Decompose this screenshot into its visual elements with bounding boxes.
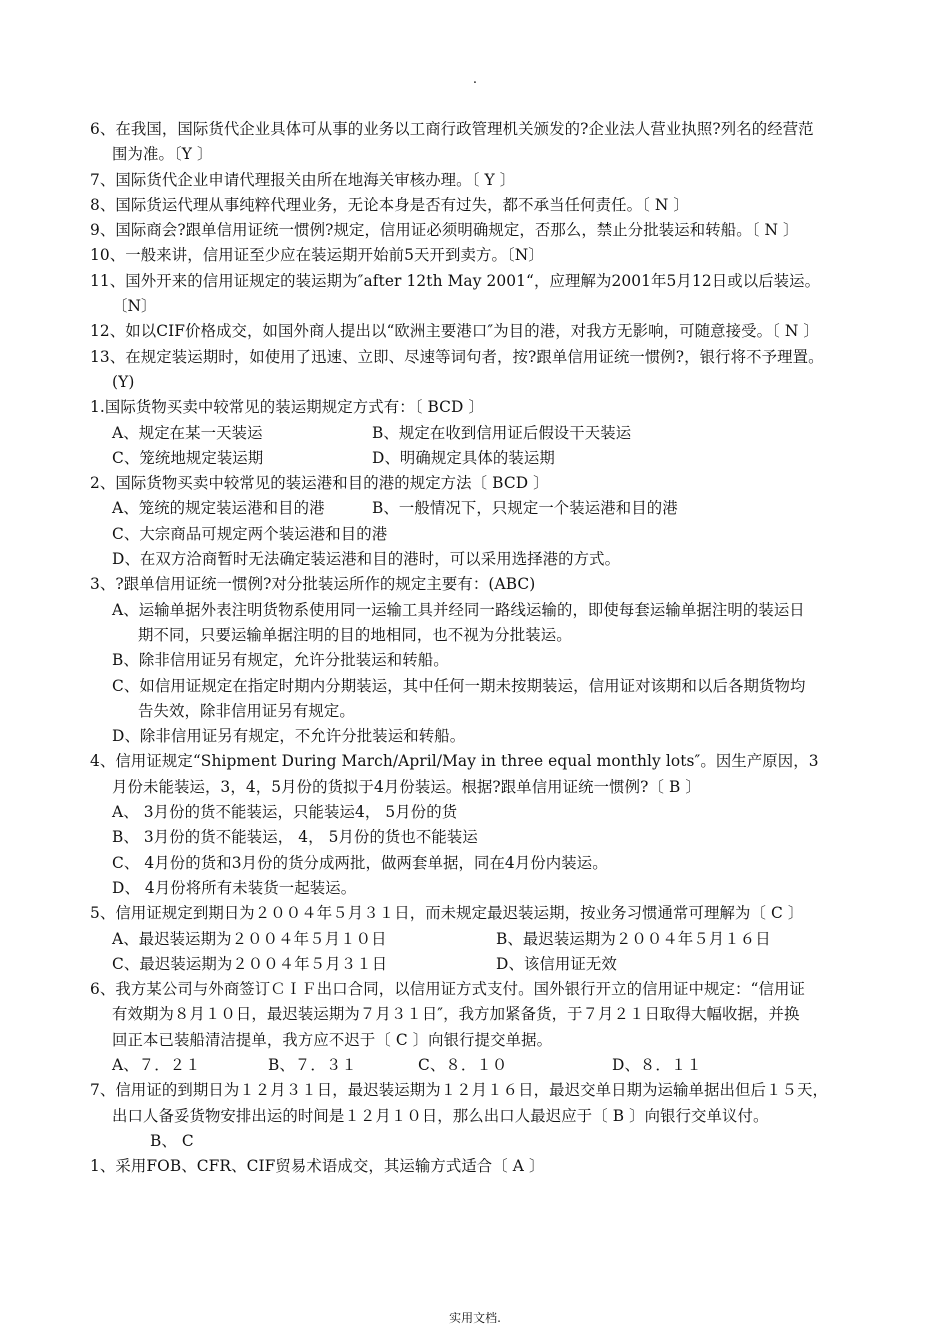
- tf-item-6: 6、在我国，国际货代企业具体可从事的业务以工商行政管理机关颁发的?企业法人营业执照?列名的经营范: [90, 120, 814, 138]
- mc-question-5-options-ab: [90, 927, 870, 952]
- option-b: B、除非信用证另有规定，允许分批装运和转船。: [112, 651, 449, 670]
- mc-question-4: 4、信用证规定“Shipment During March/April/May in three equal monthly lots″。因生产原因，3: [90, 752, 819, 771]
- option-a: A、７．２１: [112, 1055, 201, 1074]
- mc-question-6-cont-2: 回正本已装船清洁提单，我方应不迟于〔 C 〕向银行提交单据。: [112, 1030, 553, 1049]
- option-b: B、规定在收到信用证后假设干天装运: [372, 423, 632, 442]
- tf-item-9: 9、国际商会?跟单信用证统一惯例?规定，信用证必须明确规定，否那么，禁止分批装运和转船。〔 N 〕: [90, 221, 799, 240]
- mc-question-1-next: 1、采用FOB、CFR、CIF贸易术语成交，其运输方式适合〔 A 〕: [90, 1157, 545, 1176]
- option-b: B、 3月份的货不能装运， 4， 5月份的货也不能装运: [112, 828, 478, 847]
- option-b: B、一般情况下，只规定一个装运港和目的港: [372, 499, 678, 518]
- option-c: C、如信用证规定在指定时期内分期装运，其中任何一期未按期装运，信用证对该期和以后各期货物均: [112, 676, 806, 695]
- option-c: C、 4月份的货和3月份的货分成两批，做两套单据，同在4月份内装运。: [112, 853, 608, 872]
- tf-item-6-cont: 围为准。〔Y 〕: [112, 145, 213, 164]
- option-a: A、 3月份的货不能装运，只能装运4， 5月份的货: [112, 803, 458, 822]
- option-d: D、８．１１: [612, 1055, 702, 1074]
- tf-item-12: 12、如以CIF价格成交，如国外商人提出以“欧洲主要港口″为目的港，对我方无影响，可随意接受。〔 N 〕: [90, 322, 819, 341]
- page-footer: 实用文档.: [449, 1311, 501, 1325]
- option-d: D、在双方洽商暂时无法确定装运港和目的港时，可以采用选择港的方式。: [112, 550, 621, 569]
- option-b: B、最迟装运期为２００４年５月１６日: [496, 929, 771, 948]
- mc-question-6-cont-1: 有效期为８月１０日，最迟装运期为７月３１日″，我方加紧备货，于７月２１日取得大幅收据，并换: [112, 1005, 800, 1024]
- document-body: [90, 117, 870, 1179]
- tf-item-11-cont: 〔N〕: [112, 297, 157, 316]
- option-c-cont: 告失效，除非信用证另有规定。: [138, 701, 355, 720]
- option-a: A、规定在某一天装运: [112, 423, 263, 442]
- mc-question-7-cont: 出口人备妥货物安排出运的时间是１２月１０日，那么出口人最迟应于〔 B 〕向银行交单议付。: [112, 1106, 769, 1125]
- mc-question-2: 2、国际货物买卖中较常见的装运港和目的港的规定方法〔 BCD 〕: [90, 474, 549, 493]
- option-d: D、该信用证无效: [496, 954, 617, 973]
- tf-item-10: 10、一般来讲，信用证至少应在装运期开始前5天开到卖方。〔N〕: [90, 246, 544, 265]
- mc-question-1: 1.国际货物买卖中较常见的装运期规定方式有：〔 BCD 〕: [90, 398, 484, 417]
- option-c: C、最迟装运期为２００４年５月３１日: [112, 954, 388, 973]
- header-mark: .: [472, 72, 478, 87]
- tf-item-7: 7、国际货代企业申请代理报关由所在地海关审核办理。〔 Y 〕: [90, 170, 516, 189]
- option-a: A、最迟装运期为２００４年５月１０日: [112, 929, 387, 948]
- mc-question-5-options-cd: [90, 952, 870, 977]
- mc-question-7: 7、信用证的到期日为１２月３１日，最迟装运期为１２月１６日，最迟交单日期为运输单据出但后１５天，: [90, 1081, 828, 1100]
- tf-item-13-cont: (Y): [112, 372, 135, 391]
- mc-question-1-options-ab: [90, 421, 870, 446]
- option-a-cont: 期不同，只要运输单据注明的目的地相同，也不视为分批装运。: [138, 625, 572, 644]
- option-a: A、笼统的规定装运港和目的港: [112, 499, 325, 518]
- option-c: C、８．１０: [418, 1055, 508, 1074]
- mc-question-5: 5、信用证规定到期日为２００４年５月３１日，而未规定最迟装运期，按业务习惯通常可理解为〔 C 〕: [90, 904, 804, 923]
- option-b: B、７．３１: [268, 1055, 357, 1074]
- tf-item-8: 8、国际货运代理从事纯粹代理业务，无论本身是否有过失，都不承当任何责任。〔 N 〕: [90, 195, 689, 214]
- option-d: D、 4月份将所有未装货一起装运。: [112, 878, 357, 897]
- option-d: D、明确规定具体的装运期: [372, 448, 555, 467]
- mc-question-7-options: B、 C: [150, 1131, 194, 1150]
- option-a: A、运输单据外表注明货物系使用同一运输工具并经同一路线运输的，即使每套运输单据注明的装运日: [112, 600, 805, 619]
- mc-question-3: 3、?跟单信用证统一惯例?对分批装运所作的规定主要有：(ABC): [90, 575, 536, 594]
- tf-item-11: 11、国外开来的信用证规定的装运期为″after 12th May 2001“，应理解为2001年5月12日或以后装运。: [90, 271, 821, 290]
- mc-question-4-cont: 月份未能装运，3，4，5月份的货拟于4月份装运。根据?跟单信用证统一惯例?〔 B 〕: [112, 777, 701, 796]
- mc-question-2-options-ab: [90, 496, 870, 521]
- option-d: D、除非信用证另有规定，不允许分批装运和转船。: [112, 727, 466, 746]
- option-c: C、大宗商品可规定两个装运港和目的港: [112, 524, 388, 543]
- mc-question-1-options-cd: [90, 446, 870, 471]
- mc-question-6-options: [90, 1053, 870, 1078]
- mc-question-6: 6、我方某公司与外商签订ＣＩＦ出口合同，以信用证方式支付。国外银行开立的信用证中规定：“信用证: [90, 980, 805, 999]
- tf-item-13: 13、在规定装运期时，如使用了迅速、立即、尽速等词句者，按?跟单信用证统一惯例?，银行将不予理置。: [90, 347, 824, 366]
- option-c: C、笼统地规定装运期: [112, 448, 264, 467]
